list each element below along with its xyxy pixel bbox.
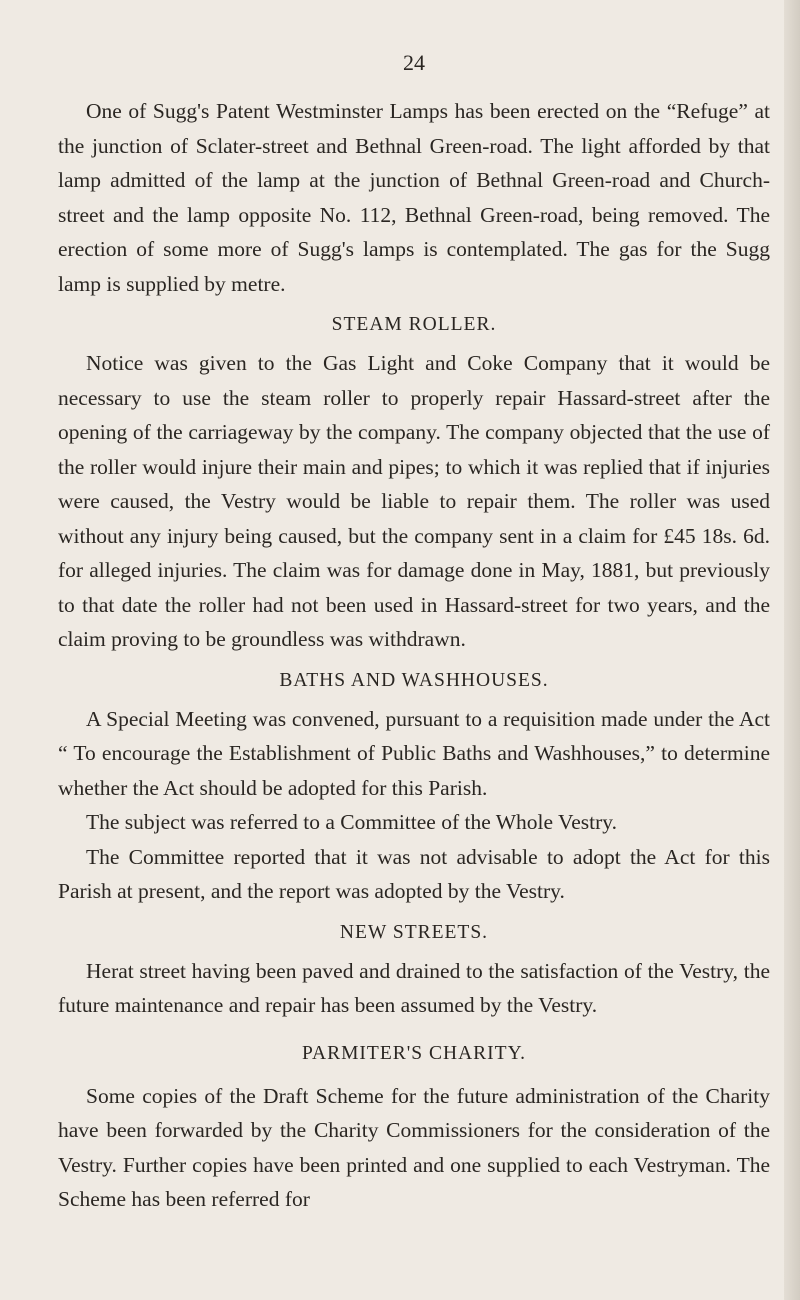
paragraph-special-meeting: A Special Meeting was convened, pursuant to a requisition made under the Act “ To encourage the Establishment of Public Baths and Washhouses,” to determine whether the Act should be adopted for this Parish. — [58, 706, 770, 800]
paragraph-draft-scheme: Some copies of the Draft Scheme for the future administration of the Charity have been forwarded by the Charity Commissioners for the consideration of the Vestry. Further copies have been printed and one supplied to each Vestryman. The Scheme has been referred for — [58, 1083, 770, 1211]
heading-baths-washhouses: BATHS AND WASHHOUSES. — [279, 669, 549, 691]
paragraph-committee-referral: The subject was referred to a Committee of the Whole Vestry. — [86, 810, 617, 834]
paragraph-steam-roller: Notice was given to the Gas Light and Coke Company that it would be necessary to use the steam roller to properly repair Hassard-street after the opening of the carriageway by the company. The company objected that the use of the roller would injure their main and pipes; to which it was replied that if injuries were caused, the Vestry would be liable to repair them. The roller was used without any injury being caused, but the company sent in a claim for £45 18s. 6d. for alleged injuries. The claim was for damage done in May, 1881, but previously to that date the roller had not been used in Hassard-street for two years, and the claim proving to be groundless was withdrawn. — [58, 351, 770, 651]
paragraph-committee-report: The Committee reported that it was not advisable to adopt the Act for this Parish at present, and the report was adopted by the Vestry. — [58, 844, 770, 903]
heading-steam-roller: STEAM ROLLER. — [331, 314, 497, 335]
paragraph-herat-street: Herat street having been paved and drained to the satisfaction of the Vestry, the future maintenance and repair has been assumed by the Vestry. — [58, 958, 770, 1017]
heading-new-streets: NEW STREETS. — [339, 921, 489, 943]
document-page — [58, 50, 770, 1217]
paragraph-sugg-lamps: One of Sugg's Patent Westminster Lamps has been erected on the “Refuge” at the junction of Sclater-street and Bethnal Green-road. The light afforded by that lamp admitted of the lamp at the junction of Bethnal Green-road and Church-street and the lamp opposite No. 112, Bethnal Green-road, being removed. The erection of some more of Sugg's lamps is contemplated. The gas for the Sugg lamp is supplied by metre. — [58, 99, 770, 296]
page-edge-shadow — [784, 0, 800, 1300]
heading-parmiters-charity: PARMITER'S CHARITY. — [301, 1042, 527, 1064]
page-number: 24 — [403, 50, 425, 75]
